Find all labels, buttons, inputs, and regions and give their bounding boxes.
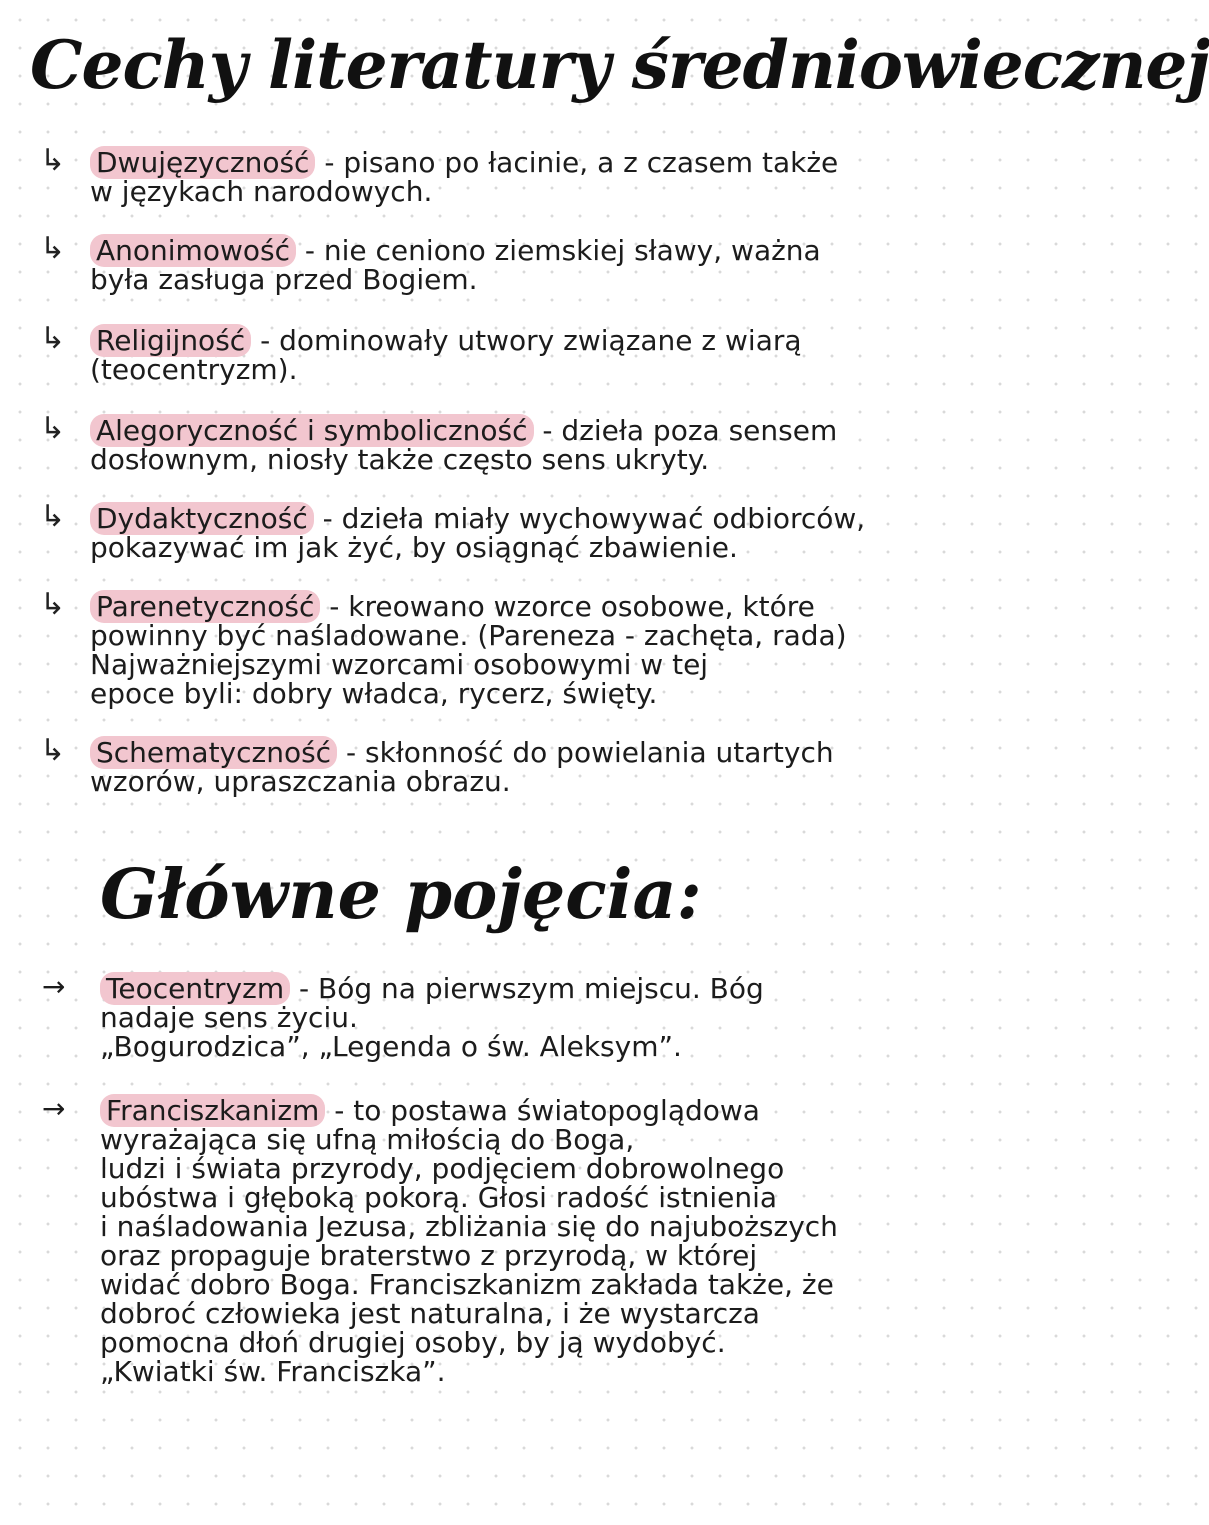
page-title: Cechy literatury średniowiecznej — [30, 26, 1209, 104]
curved-arrow-icon: ↳ — [40, 321, 66, 356]
feature-desc-cont: pokazywać im jak żyć, by osiągnąć zbawienie. — [90, 531, 738, 564]
feature-term: Dwujęzyczność — [90, 146, 315, 179]
feature-item — [40, 231, 1060, 296]
curved-arrow-icon: ↳ — [40, 143, 66, 178]
concept-line: - Bóg na pierwszym miejscu. Bóg — [290, 972, 764, 1005]
feature-desc-cont: była zasługa przed Bogiem. — [90, 263, 478, 296]
concept-line: dobroć człowieka jest naturalna, i że wystarcza — [100, 1297, 760, 1330]
concept-item — [42, 970, 1042, 1063]
concept-line: - to postawa światopoglądowa — [325, 1094, 760, 1127]
concept-line: oraz propaguje braterstwo z przyrodą, w której — [100, 1239, 758, 1272]
feature-item — [40, 733, 1060, 798]
concept-line: i naśladowania Jezusa, zbliżania się do najuboższych — [100, 1210, 838, 1243]
concept-line: „Bogurodzica”, „Legenda o św. Aleksym”. — [100, 1030, 682, 1063]
feature-desc: - dzieła poza sensem — [533, 414, 838, 447]
curved-arrow-icon: ↳ — [40, 231, 66, 266]
feature-desc: - kreowano wzorce osobowe, które — [320, 590, 815, 623]
concept-term: Teocentryzm — [100, 972, 290, 1005]
feature-desc-cont: dosłownym, niosły także często sens ukryty. — [90, 443, 710, 476]
feature-desc-cont: powinny być naśladowane. (Pareneza - zachęta, rada) Najważniejszymi wzorcami osobowymi w tej epoce byli: dobry władca, rycerz, święty. — [90, 619, 847, 710]
concept-line: ubóstwa i głęboką pokorą. Głosi radość istnienia — [100, 1181, 778, 1214]
feature-desc: - nie ceniono ziemskiej sławy, ważna — [295, 234, 821, 267]
concept-term: Franciszkanizm — [100, 1094, 325, 1127]
feature-term: Alegoryczność i symboliczność — [90, 414, 534, 447]
right-arrow-icon: → — [42, 1092, 66, 1125]
feature-desc-cont: wzorów, upraszczania obrazu. — [90, 765, 511, 798]
feature-item — [40, 411, 1060, 476]
feature-item — [40, 587, 1060, 710]
curved-arrow-icon: ↳ — [40, 587, 66, 622]
feature-desc-cont: (teocentryzm). — [90, 353, 298, 386]
concept-line: nadaje sens życiu. — [100, 1001, 358, 1034]
feature-desc: - dominowały utwory związane z wiarą — [251, 324, 802, 357]
feature-term: Schematyczność — [90, 736, 337, 769]
feature-term: Religijność — [90, 324, 251, 357]
feature-item — [40, 143, 1060, 208]
feature-term: Parenetyczność — [90, 590, 320, 623]
right-arrow-icon: → — [42, 970, 66, 1003]
concept-line: pomocna dłoń drugiej osoby, by ją wydobyć. — [100, 1326, 726, 1359]
concept-item — [42, 1092, 1042, 1388]
feature-desc: - skłonność do powielania utartych — [337, 736, 834, 769]
concept-line: wyrażająca się ufną miłością do Boga, — [100, 1123, 635, 1156]
feature-desc: - pisano po łacinie, a z czasem także — [315, 146, 839, 179]
curved-arrow-icon: ↳ — [40, 499, 66, 534]
concept-line: widać dobro Boga. Franciszkanizm zakłada także, że — [100, 1268, 834, 1301]
curved-arrow-icon: ↳ — [40, 411, 66, 446]
feature-desc: - dzieła miały wychowywać odbiorców, — [313, 502, 866, 535]
feature-item — [40, 499, 1060, 564]
concept-line: „Kwiatki św. Franciszka”. — [100, 1355, 446, 1388]
feature-item — [40, 321, 1060, 386]
concept-line: ludzi i świata przyrody, podjęciem dobrowolnego — [100, 1152, 785, 1185]
feature-term: Dydaktyczność — [90, 502, 314, 535]
feature-term: Anonimowość — [90, 234, 296, 267]
section-title: Główne pojęcia: — [100, 855, 702, 935]
curved-arrow-icon: ↳ — [40, 733, 66, 768]
feature-desc-cont: w językach narodowych. — [90, 175, 433, 208]
